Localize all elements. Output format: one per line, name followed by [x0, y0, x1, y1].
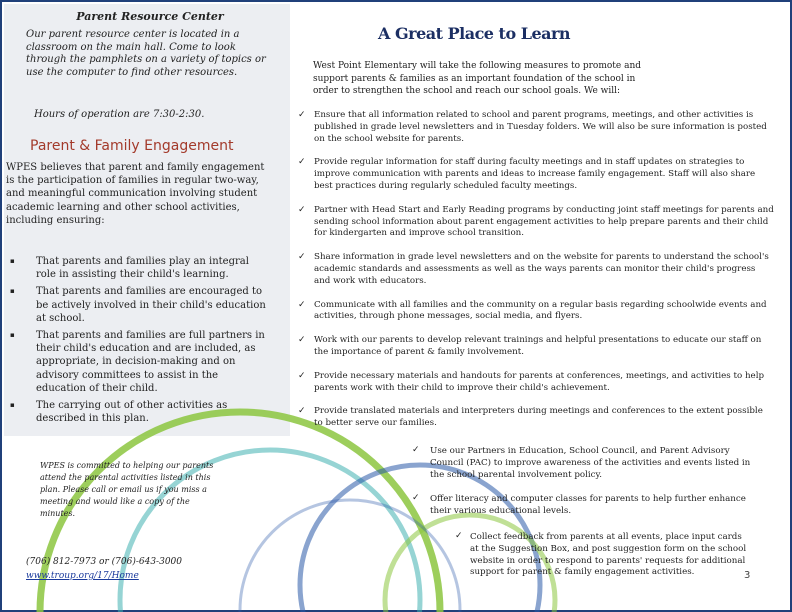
resource-center-body: Our parent resource center is located in a classroom on the main hall. Come to look through the pamphlets on a variety of topics or use the computer to find other resources.: [26, 29, 266, 78]
engagement-intro: WPES believes that parent and family engagement is the participation of families in regular two-way, and meaningful communication involving student academic learning and other school activities, including ensuring:: [6, 162, 265, 226]
list-item: ✓ Partner with Head Start and Early Reading programs by conducting joint staff meetings for parents and sending school information about parent engagement activities to help prepare parents and their child for kindergarten and improve school transition.: [298, 204, 774, 239]
square-bullet-icon: ▪: [10, 331, 15, 340]
website-link[interactable]: www.troup.org/17/Home: [26, 571, 139, 581]
checkmark-icon: ✓: [298, 252, 306, 263]
ring-blue-thin: [240, 500, 460, 612]
checkmark-icon: ✓: [298, 204, 306, 215]
checkmark-icon: ✓: [455, 531, 463, 541]
square-bullet-icon: ▪: [10, 401, 15, 410]
list-item: ▪ The carrying out of other activities as described in this plan.: [10, 400, 228, 425]
list-item: ▪ That parents and families are encouraged to be actively involved in their child's education at school.: [10, 286, 266, 324]
list-item: ▪ That parents and families play an integral role in assisting their child's learning.: [10, 256, 249, 281]
main-intro: West Point Elementary will take the following measures to promote and support parents & families as an important foundation of the school in order to strengthen the school and reach our school goals. We will:: [313, 61, 642, 97]
page-number: 3: [744, 570, 751, 581]
list-item: ✓ Provide translated materials and interpreters during meetings and conferences to the extent possible to better serve our families.: [298, 406, 763, 429]
list-item: ✓ Ensure that all information related to school and parent programs, meetings, and other activities is published in grade level newsletters and in Tuesday folders. We will also be sure information is posted on the school website for parents.: [298, 110, 767, 144]
checkmark-icon: ✓: [298, 299, 306, 310]
list-item: ✓ Work with our parents to develop relevant trainings and helpful presentations to educate our staff on the importance of parent & family involvement.: [298, 335, 762, 357]
measures-list: [298, 110, 774, 442]
checkmark-icon: ✓: [412, 493, 420, 503]
phone-numbers: (706) 812-7973 or (706)-643-3000: [26, 557, 182, 567]
list-item: ✓ Provide regular information for staff during faculty meetings and in staff updates on strategies to improve communication with parents and ideas to increase family engagement. Staff will also share best practices during regularly scheduled faculty meetings.: [298, 157, 756, 191]
engagement-list: [6, 255, 266, 429]
page-title: A Great Place to Learn: [378, 24, 571, 43]
list-item: ✓ Share information in grade level newsletters and on the website for parents to understand the school's academic standards and assessments as well as the ways parents can monitor their child's progress and work with educators.: [298, 252, 769, 286]
list-item-pac: Use our Partners in Education, School Council, and Parent Advisory Council (PAC) to improve awareness of the activities and events listed in the school parental involvement policy.: [430, 446, 751, 480]
checkmark-icon: ✓: [412, 445, 420, 455]
list-item-feedback: Collect feedback from parents at all events, place input cards at the Suggestion Box, and post suggestion form on the school website in order to respond to parents' requests for additional support for parent & family engagement activities.: [470, 532, 747, 578]
checkmark-icon: ✓: [298, 370, 306, 381]
list-item-literacy: Offer literacy and computer classes for parents to help further enhance their various educational levels.: [430, 494, 746, 516]
checkmark-icon: ✓: [298, 335, 306, 346]
checkmark-icon: ✓: [298, 157, 306, 168]
square-bullet-icon: ▪: [10, 287, 15, 296]
checkmark-icon: ✓: [298, 110, 306, 120]
hours-of-operation: Hours of operation are 7:30-2:30.: [34, 109, 205, 120]
checkmark-icon: ✓: [298, 406, 306, 417]
resource-center-title: Parent Resource Center: [76, 10, 224, 23]
square-bullet-icon: ▪: [10, 257, 15, 265]
list-item: ▪ That parents and families are full partners in their child's education and are included, as appropriate, in decision-making and on advisory committees to assist in the education of their child.: [10, 330, 265, 394]
commitment-note: WPES is committed to helping our parents attend the parental activities listed in this plan. Please call or email us if you miss a meeting and would like a copy of the minutes.: [40, 461, 214, 518]
engagement-heading: Parent & Family Engagement: [30, 138, 234, 154]
list-item: ✓ Provide necessary materials and handouts for parents at conferences, meetings, and activities to help parents work with their child to improve their child's achievement.: [298, 370, 765, 393]
list-item: ✓ Communicate with all families and the community on a regular basis regarding schoolwide events and activities, through phone messages, social media, and flyers.: [298, 299, 767, 322]
